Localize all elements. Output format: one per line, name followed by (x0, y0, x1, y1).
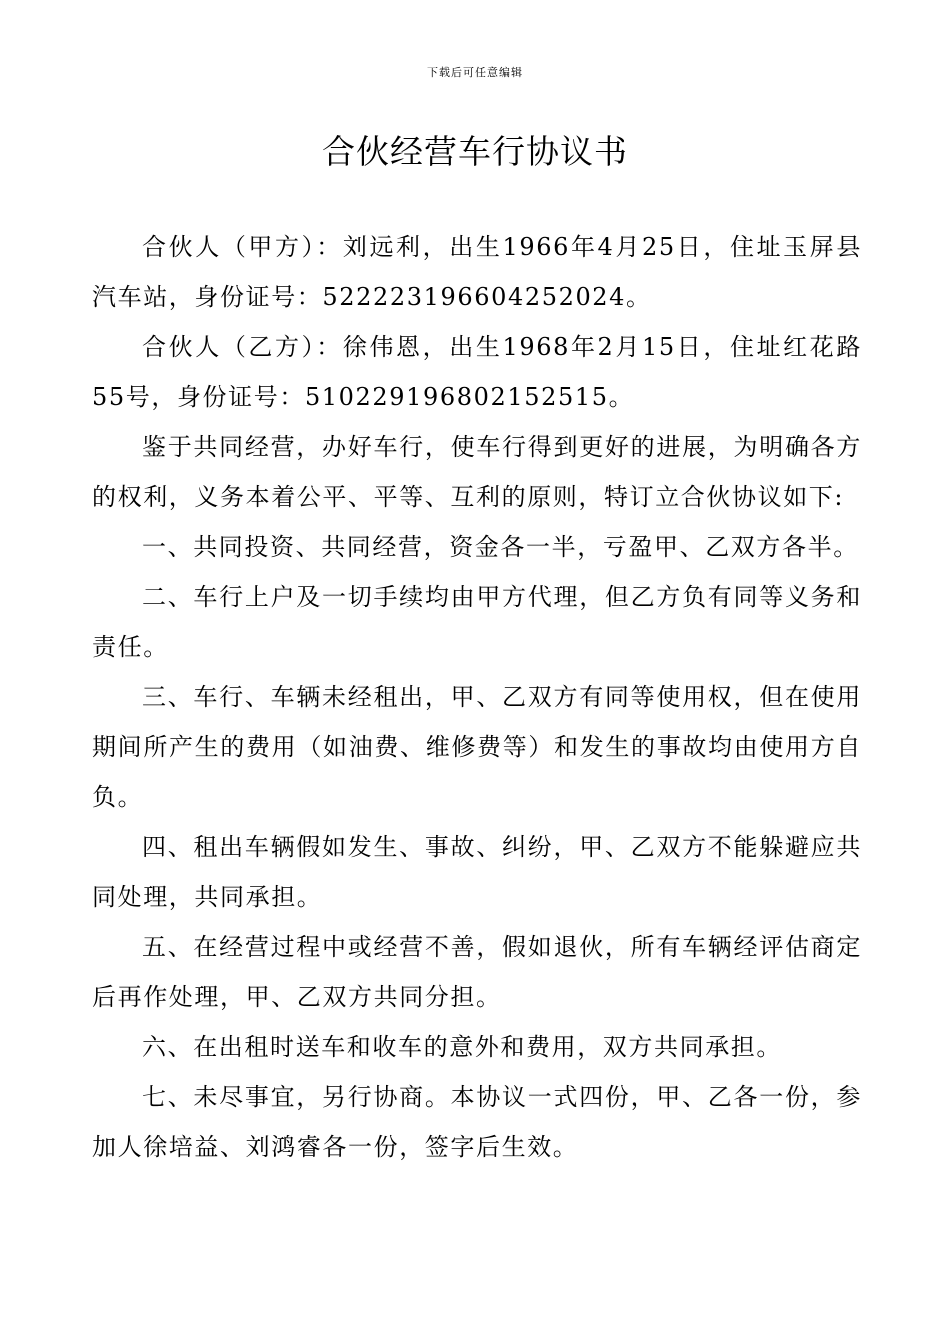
clause-3: 三、车行、车辆未经租出，甲、乙双方有同等使用权，但在使用期间所产生的费用（如油费、维修费等）和发生的事故均由使用方自负。 (92, 683, 862, 811)
preamble-paragraph: 鉴于共同经营，办好车行，使车行得到更好的进展，为明确各方的权利，义务本着公平、平等、互利的原则，特订立合伙协议如下: (92, 433, 862, 511)
clause-2: 二、车行上户及一切手续均由甲方代理，但乙方负有同等义务和责任。 (92, 583, 862, 661)
party-a-paragraph: 合伙人（甲方）：刘远利，出生1966年4月25日，住址玉屏县汽车站，身份证号：522223196604252024。 (92, 233, 862, 311)
clause-4: 四、租出车辆假如发生、事故、纠纷，甲、乙双方不能躲避应共同处理，共同承担。 (92, 833, 862, 911)
clause-6: 六、在出租时送车和收车的意外和费用，双方共同承担。 (142, 1033, 782, 1061)
document-title: 合伙经营车行协议书 (322, 132, 628, 171)
document-body (92, 222, 862, 1172)
party-b-paragraph: 合伙人（乙方）：徐伟恩，出生1968年2月15日，住址红花路55号，身份证号：510229196802152515。 (92, 333, 862, 411)
clause-5: 五、在经营过程中或经营不善，假如退伙，所有车辆经评估商定后再作处理，甲、乙双方共同分担。 (92, 933, 862, 1011)
clause-1: 一、共同投资、共同经营，资金各一半，亏盈甲、乙双方各半。 (142, 533, 859, 561)
clause-7: 七、未尽事宜，另行协商。本协议一式四份，甲、乙各一份，参加人徐培益、刘鸿睿各一份，签字后生效。 (92, 1083, 862, 1161)
header-note: 下载后可任意编辑 (427, 66, 523, 79)
